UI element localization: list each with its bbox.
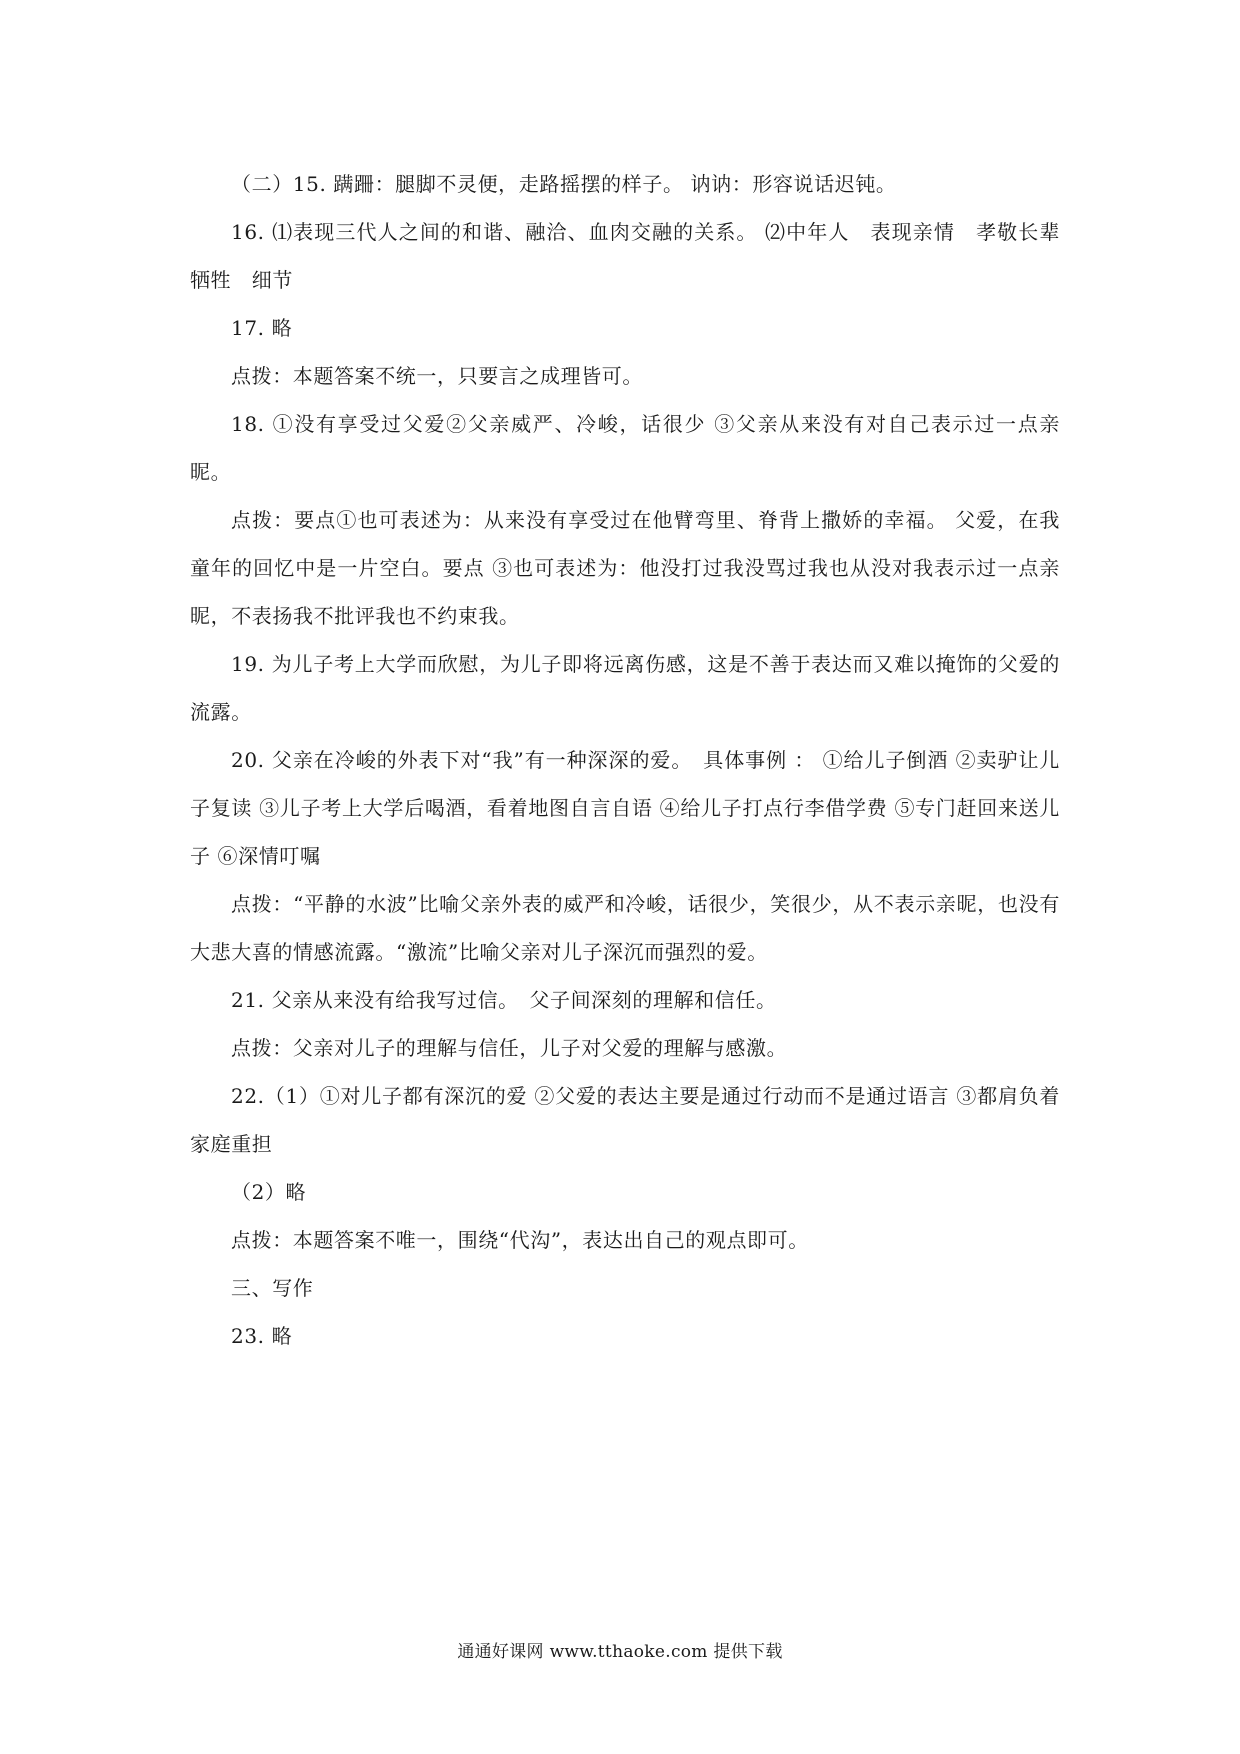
answer-15: （二）15. 蹒跚：腿脚不灵便，走路摇摆的样子。 讷讷：形容说话迟钝。 (231, 172, 897, 196)
answer-17: 17. 略 (231, 316, 293, 340)
hint-18: 点拨：要点①也可表述为：从来没有享受过在他臂弯里、脊背上撒娇的幸福。 父爱，在我童年的回忆中是一片空白。要点 ③也可表述为：他没打过我没骂过我也从没对我表示过一点亲昵，不表扬我不批评我也不约束我。 (190, 508, 1060, 628)
answer-19: 19. 为儿子考上大学而欣慰，为儿子即将远离伤感，这是不善于表达而又难以掩饰的父爱的流露。 (190, 652, 1060, 724)
answer-20: 20. 父亲在冷峻的外表下对“我”有一种深深的爱。 具体事例 ： ①给儿子倒酒 ②卖驴让儿子复读 ③儿子考上大学后喝酒，看着地图自言自语 ④给儿子打点行李借学费 ⑤专门赶回来送儿子 ⑥深情叮嘱 (190, 748, 1060, 868)
answer-22-1: 22.（1）①对儿子都有深沉的爱 ②父爱的表达主要是通过行动而不是通过语言 ③都肩负着家庭重担 (190, 1084, 1060, 1156)
answer-21: 21. 父亲从来没有给我写过信。 父子间深刻的理解和信任。 (231, 988, 777, 1012)
hint-17: 点拨：本题答案不统一，只要言之成理皆可。 (231, 364, 643, 388)
hint-22: 点拨：本题答案不唯一，围绕“代沟”，表达出自己的观点即可。 (231, 1228, 809, 1252)
hint-20: 点拨：“平静的水波”比喻父亲外表的威严和冷峻，话很少，笑很少，从不表示亲昵，也没有大悲大喜的情感流露。“激流”比喻父亲对儿子深沉而强烈的爱。 (190, 892, 1060, 964)
hint-21: 点拨：父亲对儿子的理解与信任，儿子对父爱的理解与感激。 (231, 1036, 788, 1060)
answer-22-2: （2）略 (231, 1180, 307, 1204)
answer-16: 16. ⑴表现三代人之间的和谐、融洽、血肉交融的关系。 ⑵中年人 表现亲情 孝敬长辈 牺牲 细节 (190, 220, 1081, 292)
answer-content (190, 160, 1081, 1360)
answer-23: 23. 略 (231, 1324, 293, 1348)
answer-18: 18. ①没有享受过父爱②父亲威严、冷峻，话很少 ③父亲从来没有对自己表示过一点亲昵。 (190, 412, 1060, 484)
page-footer: 通通好课网 www.tthaoke.com 提供下载 (457, 1642, 783, 1662)
section-writing-heading: 三、写作 (231, 1276, 314, 1300)
